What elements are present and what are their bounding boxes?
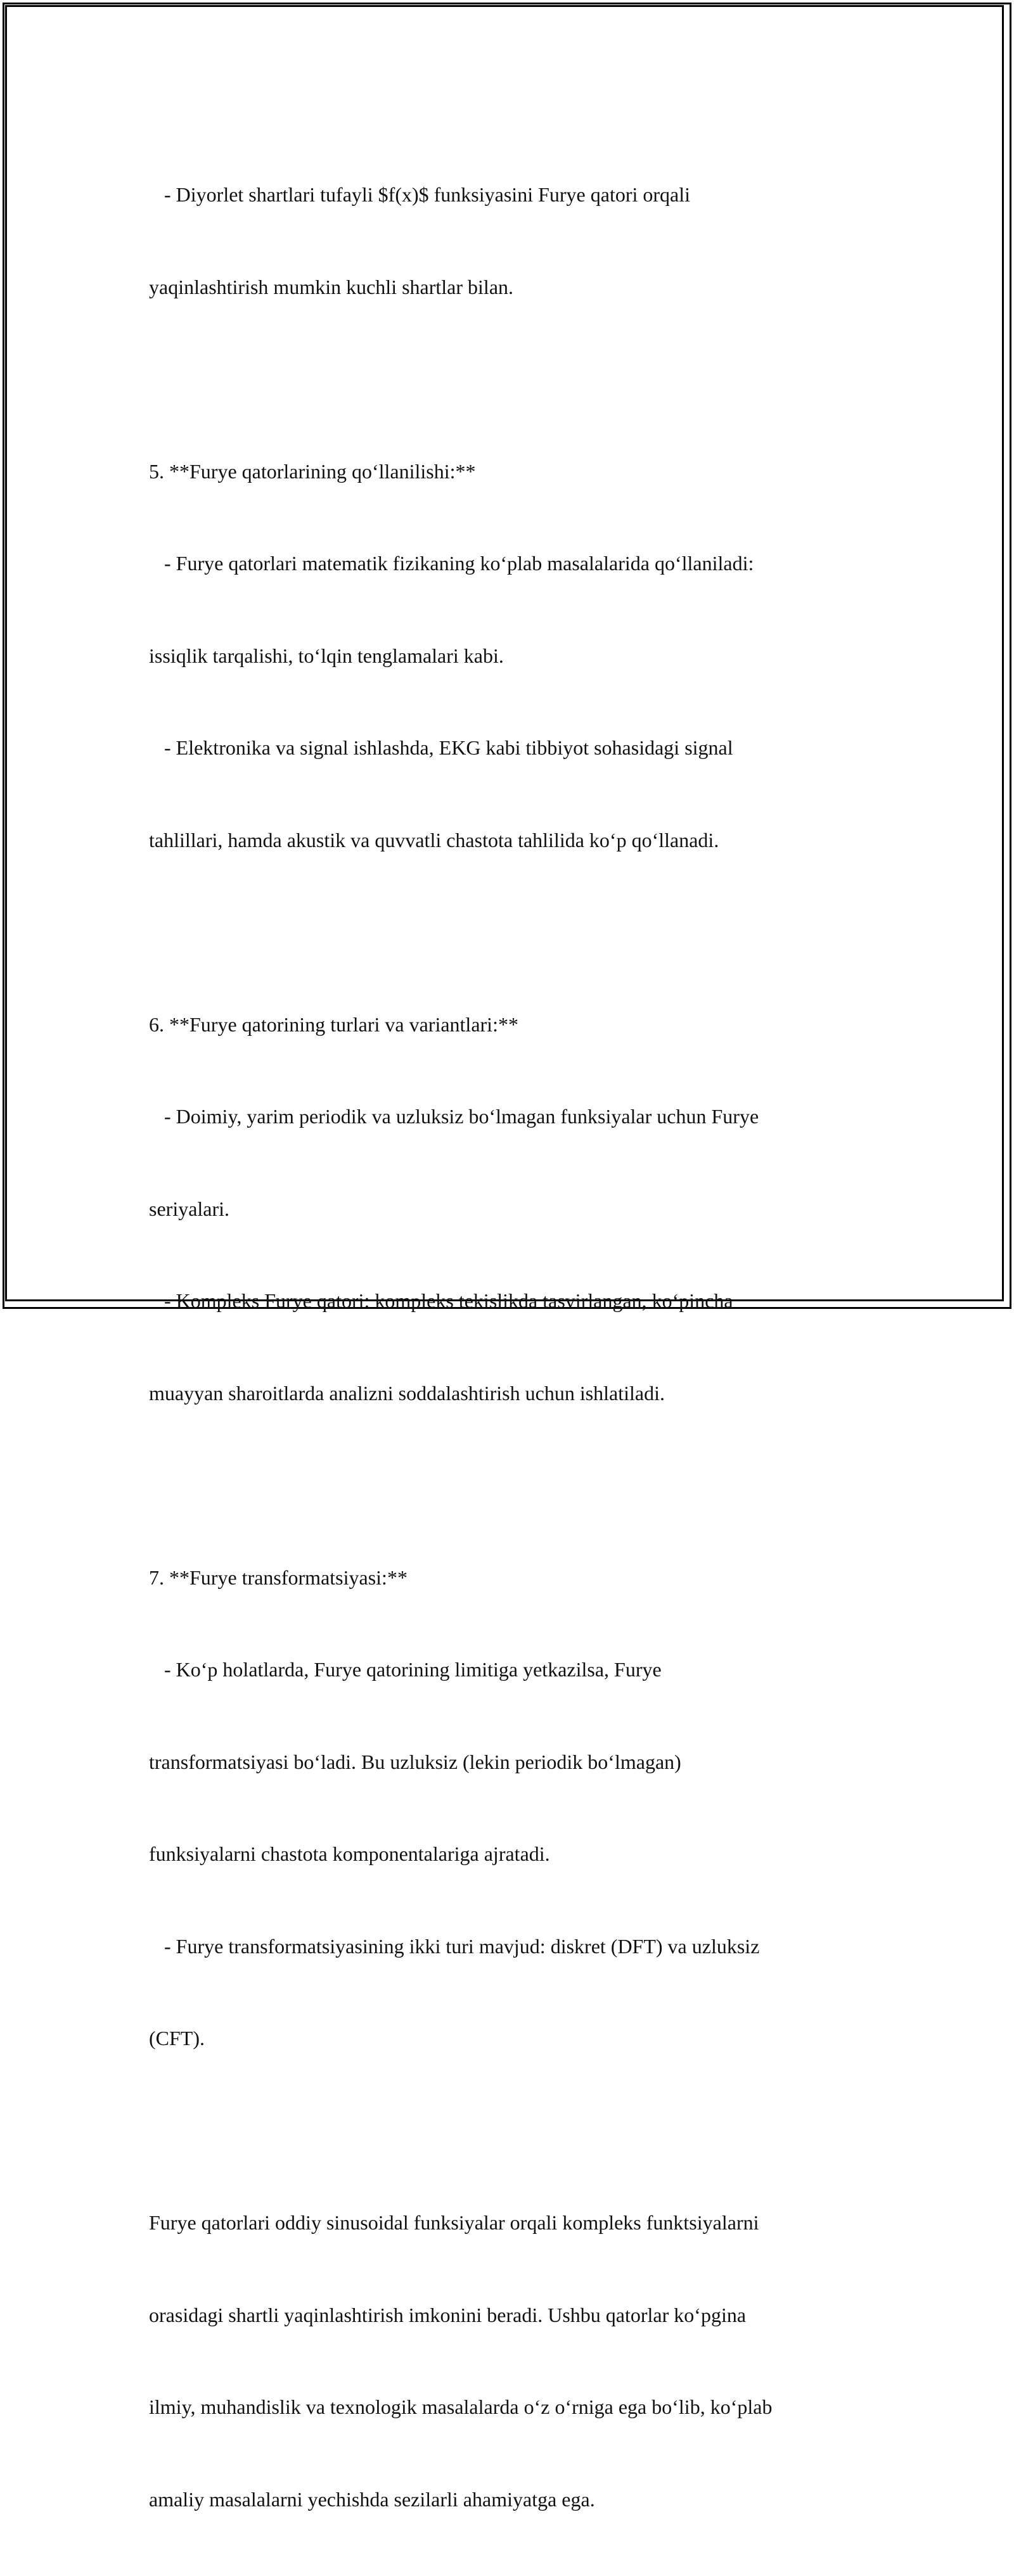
text-line: - Furye qatorlari matematik fizikaning ko‘plab masalalarida qo‘llaniladi: [149, 552, 754, 575]
text-line: amaliy masalalarni yechishda sezilarli ahamiyatga ega. [149, 2487, 595, 2511]
text-line: muayyan sharoitlarda analizni soddalashtirish uchun ishlatiladi. [149, 1381, 665, 1405]
section-heading: 5. **Furye qatorlarining qo‘llanilishi:** [149, 459, 476, 483]
text-line: - Furye transformatsiyasining ikki turi mavjud: diskret (DFT) va uzluksiz [149, 1934, 760, 1958]
text-line: ilmiy, muhandislik va texnologik masalalarda o‘z o‘rniga ega bo‘lib, ko‘plab [149, 2395, 773, 2418]
text-line: - Kompleks Furye qatori: kompleks tekislikda tasvirlangan, ko‘pincha [149, 1289, 733, 1312]
text-line: orasidagi shartli yaqinlashtirish imkonini beradi. Ushbu qatorlar ko‘pgina [149, 2303, 747, 2326]
section-5-applications [149, 395, 871, 917]
text-line: - Doimiy, yarim periodik va uzluksiz bo‘lmagan funksiyalar uchun Furye [149, 1105, 759, 1128]
text-line: yaqinlashtirish mumkin kuchli shartlar bilan. [149, 275, 514, 298]
section-heading: 7. **Furye transformatsiyasi:** [149, 1565, 408, 1589]
text-line: issiqlik tarqalishi, to‘lqin tenglamalari kabi. [149, 644, 504, 667]
text-line: - Diyorlet shartlari tufayli $f(x)$ funksiyasini Furye qatori orqali [149, 183, 691, 206]
text-line: tahlillari, hamda akustik va quvvatli chastota tahlilida ko‘p qo‘llanadi. [149, 828, 719, 851]
text-line: - Elektronika va signal ishlashda, EKG kabi tibbiyot sohasidagi signal [149, 736, 733, 759]
paragraph-gap [149, 917, 871, 948]
paragraph-gap [149, 364, 871, 395]
paragraph-gap [149, 2115, 871, 2146]
paragraph-gap [149, 1470, 871, 1501]
text-line: Furye qatorlari oddiy sinusoidal funksiyalar orqali kompleks funktsiyalarni [149, 2211, 759, 2234]
section-heading: 6. **Furye qatorining turlari va variantlari:** [149, 1012, 518, 1036]
text-line: transformatsiyasi bo‘ladi. Bu uzluksiz (lekin periodik bo‘lmagan) [149, 1750, 681, 1773]
text-line: seriyalari. [149, 1197, 230, 1220]
text-line: - Ko‘p holatlarda, Furye qatorining limitiga yetkazilsa, Furye [149, 1658, 662, 1681]
text-line: (CFT). [149, 2027, 205, 2050]
text-line: funksiyalarni chastota komponentalariga ajratadi. [149, 1842, 550, 1865]
conclusion-paragraph [149, 2146, 871, 2576]
section-6-types [149, 948, 871, 1470]
section-7-transform [149, 1501, 871, 2115]
document-body [149, 118, 871, 2576]
paragraph-diyorlet-continuation [149, 118, 871, 364]
